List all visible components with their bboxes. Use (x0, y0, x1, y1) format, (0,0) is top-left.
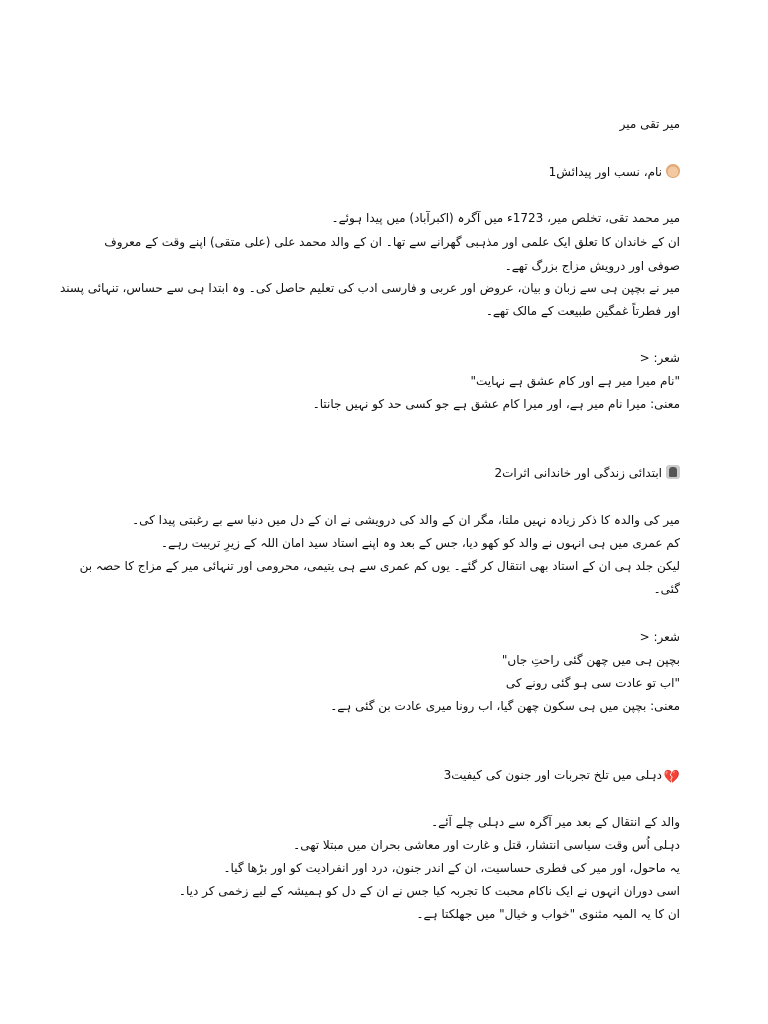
section-2-verse-label: شعر: < (639, 630, 680, 644)
page-title: میر تقی میر (619, 117, 680, 131)
section-2-line: کم عمری میں ہی انہوں نے والد کو کھو دیا، جس کے بعد وہ اپنے استاد سید امان اللہ کے زیرِ تربیت رہے۔ (160, 536, 680, 550)
section-2-meaning: معنی: بچپن میں ہی سکون چھن گیا، اب رونا میری عادت بن گئی ہے۔ (330, 699, 680, 713)
section-3-line: یہ ماحول، اور میر کی فطری حساسیت، ان کے اندر جنون، درد اور انفرادیت کو اور بڑھا گیا۔ (223, 861, 680, 875)
broken-heart-icon: 💔 (663, 770, 680, 785)
section-3-line: اسی دوران انہوں نے ایک ناکام محبت کا تجربہ کیا جس نے ان کے دل کو ہمیشہ کے لیے زخمی کر دیا۔ (178, 884, 680, 898)
section-3-line: ان کا یہ المیہ مثنوی "خواب و خیال" میں جھلکتا ہے۔ (416, 907, 680, 921)
baby-face-icon (666, 164, 680, 178)
section-3-heading-text: دہلی میں تلخ تجربات اور جنون کی کیفیت3 (443, 768, 662, 782)
section-1-line: میر نے بچپن ہی سے زبان و بیان، عروض اور عربی و فارسی ادب کی تعلیم حاصل کی۔ وہ ابتدا ہی سے حساس، تنہائی پسند (59, 281, 680, 295)
section-2-heading-text: ابتدائی زندگی اور خاندانی اثرات2 (494, 466, 662, 480)
section-2-line: گئی۔ (653, 582, 680, 596)
section-1-heading (549, 164, 680, 180)
section-2-line: میر کی والدہ کا ذکر زیادہ نہیں ملتا، مگر ان کے والد کی درویشی نے ان کے دل میں دنیا سے بے رغبتی پیدا کی۔ (132, 513, 680, 527)
section-3-line: دہلی اُس وقت سیاسی انتشار، قتل و غارت اور معاشی بحران میں مبتلا تھی۔ (293, 838, 680, 852)
section-2-verse-line: "اب تو عادت سی ہو گئی رونے کی (505, 676, 680, 690)
section-2-verse-line: بچپن ہی میں چھن گئی راحتِ جاں" (501, 653, 680, 667)
section-3-line: والد کے انتقال کے بعد میر آگرہ سے دہلی چلے آئے۔ (431, 815, 680, 829)
section-1-heading-text: نام، نسب اور پیدائش1 (548, 165, 662, 179)
section-3-heading (444, 767, 680, 785)
section-1-line: ان کے خاندان کا تعلق ایک علمی اور مذہبی گھرانے سے تھا۔ ان کے والد محمد علی (علی متقی) اپنے وقت کے معروف (104, 235, 680, 249)
family-icon (666, 465, 680, 479)
section-2-heading (494, 465, 680, 481)
section-2-line: لیکن جلد ہی ان کے استاد بھی انتقال کر گئے۔ یوں کم عمری سے ہی یتیمی، محرومی اور تنہائی میر کے مزاج کا حصہ بن (79, 559, 680, 573)
section-1-verse-line: "نام میرا میر ہے اور کام عشق ہے نہایت" (470, 374, 680, 388)
section-1-line: اور فطرتاً غمگین طبیعت کے مالک تھے۔ (485, 304, 680, 318)
section-1-meaning: معنی: میرا نام میر ہے، اور میرا کام عشق ہے جو کسی حد کو نہیں جانتا۔ (312, 397, 680, 411)
section-1-line: صوفی اور درویش مزاج بزرگ تھے۔ (504, 259, 680, 273)
section-1-verse-label: شعر: < (639, 351, 680, 365)
section-1-line: میر محمد تقی، تخلص میر، 1723ء میں آگرہ (اکبرآباد) میں پیدا ہوئے۔ (331, 211, 680, 225)
